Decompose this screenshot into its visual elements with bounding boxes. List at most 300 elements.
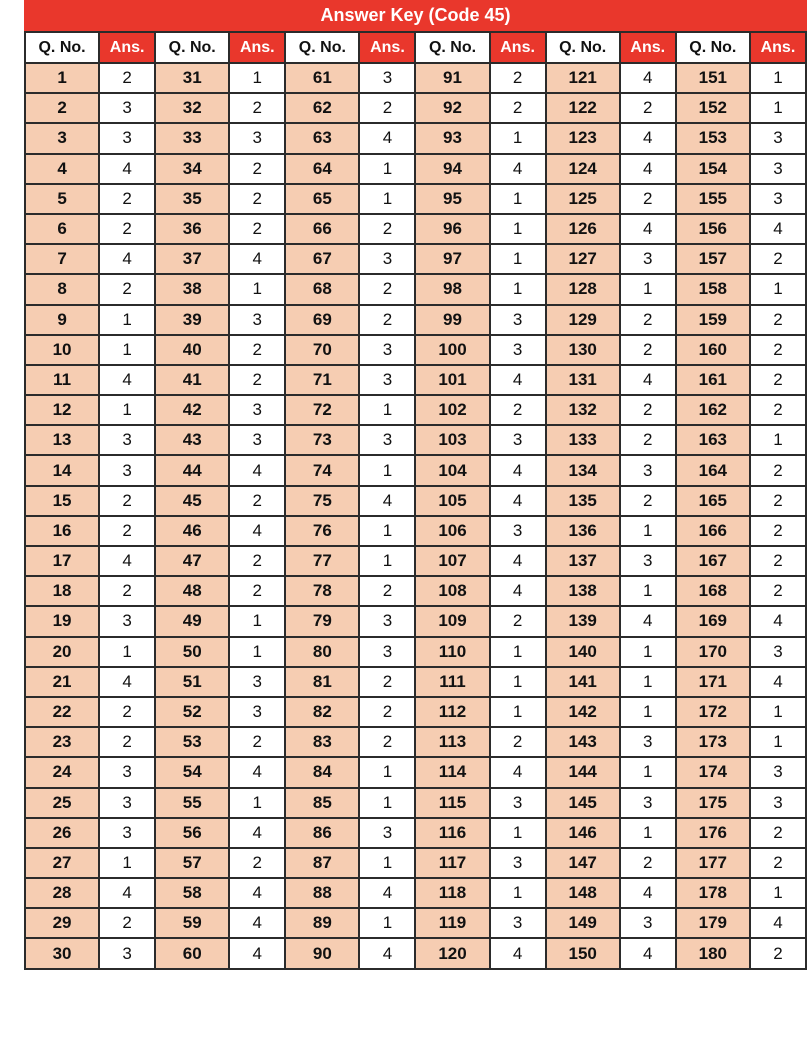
answer-value: 1	[359, 908, 415, 938]
answer-value: 1	[620, 697, 676, 727]
question-number: 91	[415, 63, 489, 93]
question-number: 97	[415, 244, 489, 274]
question-number: 128	[546, 274, 620, 304]
answer-value: 4	[620, 154, 676, 184]
answer-value: 1	[750, 878, 806, 908]
question-number: 101	[415, 365, 489, 395]
question-number: 161	[676, 365, 750, 395]
answer-value: 3	[490, 516, 546, 546]
question-number: 135	[546, 486, 620, 516]
answer-value: 1	[620, 576, 676, 606]
question-number: 160	[676, 335, 750, 365]
question-number: 2	[25, 93, 99, 123]
question-number: 171	[676, 667, 750, 697]
qno-header: Q. No.	[285, 32, 359, 63]
question-number: 108	[415, 576, 489, 606]
table-row	[25, 757, 806, 787]
answer-value: 3	[359, 425, 415, 455]
question-number: 170	[676, 637, 750, 667]
question-number: 131	[546, 365, 620, 395]
question-number: 118	[415, 878, 489, 908]
answer-value: 4	[99, 365, 155, 395]
answer-value: 1	[620, 818, 676, 848]
header-row	[25, 32, 806, 63]
question-number: 122	[546, 93, 620, 123]
answer-value: 2	[750, 576, 806, 606]
answer-value: 2	[99, 727, 155, 757]
qno-header: Q. No.	[415, 32, 489, 63]
answer-value: 3	[99, 757, 155, 787]
table-row	[25, 425, 806, 455]
answer-value: 1	[490, 274, 546, 304]
answer-value: 4	[490, 365, 546, 395]
answer-rows	[25, 63, 806, 969]
answer-value: 4	[750, 667, 806, 697]
question-number: 163	[676, 425, 750, 455]
ans-header: Ans.	[99, 32, 155, 63]
question-number: 99	[415, 305, 489, 335]
answer-value: 1	[490, 123, 546, 153]
question-number: 110	[415, 637, 489, 667]
answer-value: 2	[99, 697, 155, 727]
question-number: 133	[546, 425, 620, 455]
answer-value: 4	[229, 908, 285, 938]
answer-value: 1	[359, 757, 415, 787]
question-number: 100	[415, 335, 489, 365]
table-row	[25, 305, 806, 335]
answer-value: 1	[490, 184, 546, 214]
table-row	[25, 244, 806, 274]
question-number: 86	[285, 818, 359, 848]
answer-value: 4	[359, 878, 415, 908]
question-number: 76	[285, 516, 359, 546]
answer-value: 4	[490, 546, 546, 576]
answer-value: 4	[490, 757, 546, 787]
answer-value: 4	[99, 154, 155, 184]
answer-value: 3	[750, 154, 806, 184]
answer-value: 2	[229, 184, 285, 214]
qno-header: Q. No.	[155, 32, 229, 63]
answer-key-title: Answer Key (Code 45)	[24, 0, 807, 31]
question-number: 103	[415, 425, 489, 455]
question-number: 41	[155, 365, 229, 395]
question-number: 30	[25, 938, 99, 968]
answer-value: 4	[359, 123, 415, 153]
answer-key-table	[24, 31, 807, 970]
answer-value: 3	[229, 667, 285, 697]
table-row	[25, 274, 806, 304]
qno-header: Q. No.	[25, 32, 99, 63]
question-number: 85	[285, 788, 359, 818]
answer-value: 4	[620, 878, 676, 908]
question-number: 7	[25, 244, 99, 274]
answer-value: 3	[359, 63, 415, 93]
question-number: 38	[155, 274, 229, 304]
answer-value: 2	[750, 516, 806, 546]
answer-value: 1	[620, 637, 676, 667]
answer-value: 4	[359, 938, 415, 968]
answer-value: 4	[229, 878, 285, 908]
question-number: 28	[25, 878, 99, 908]
table-row	[25, 576, 806, 606]
question-number: 75	[285, 486, 359, 516]
answer-value: 3	[99, 455, 155, 485]
question-number: 102	[415, 395, 489, 425]
answer-value: 4	[620, 938, 676, 968]
answer-value: 3	[490, 335, 546, 365]
question-number: 149	[546, 908, 620, 938]
question-number: 136	[546, 516, 620, 546]
answer-value: 3	[750, 184, 806, 214]
question-number: 78	[285, 576, 359, 606]
answer-value: 3	[750, 788, 806, 818]
answer-value: 4	[620, 606, 676, 636]
question-number: 25	[25, 788, 99, 818]
table-row	[25, 667, 806, 697]
answer-value: 3	[99, 93, 155, 123]
question-number: 104	[415, 455, 489, 485]
ans-header: Ans.	[490, 32, 546, 63]
answer-value: 3	[359, 637, 415, 667]
answer-value: 1	[229, 606, 285, 636]
question-number: 56	[155, 818, 229, 848]
answer-value: 4	[750, 908, 806, 938]
question-number: 134	[546, 455, 620, 485]
qno-header: Q. No.	[546, 32, 620, 63]
answer-value: 1	[99, 848, 155, 878]
answer-value: 1	[99, 305, 155, 335]
qno-header: Q. No.	[676, 32, 750, 63]
answer-value: 3	[620, 244, 676, 274]
question-number: 107	[415, 546, 489, 576]
question-number: 12	[25, 395, 99, 425]
question-number: 61	[285, 63, 359, 93]
table-row	[25, 154, 806, 184]
question-number: 126	[546, 214, 620, 244]
answer-value: 3	[359, 818, 415, 848]
question-number: 33	[155, 123, 229, 153]
table-row	[25, 697, 806, 727]
question-number: 84	[285, 757, 359, 787]
question-number: 106	[415, 516, 489, 546]
answer-value: 2	[359, 576, 415, 606]
answer-value: 1	[99, 335, 155, 365]
answer-value: 3	[229, 305, 285, 335]
question-number: 66	[285, 214, 359, 244]
question-number: 174	[676, 757, 750, 787]
answer-value: 2	[750, 244, 806, 274]
answer-value: 1	[750, 425, 806, 455]
answer-value: 3	[490, 788, 546, 818]
answer-value: 4	[229, 938, 285, 968]
question-number: 77	[285, 546, 359, 576]
question-number: 144	[546, 757, 620, 787]
question-number: 120	[415, 938, 489, 968]
question-number: 4	[25, 154, 99, 184]
question-number: 82	[285, 697, 359, 727]
table-row	[25, 516, 806, 546]
question-number: 52	[155, 697, 229, 727]
answer-value: 1	[750, 93, 806, 123]
answer-value: 2	[490, 606, 546, 636]
ans-header: Ans.	[359, 32, 415, 63]
answer-value: 2	[620, 395, 676, 425]
question-number: 125	[546, 184, 620, 214]
answer-value: 2	[99, 63, 155, 93]
table-row	[25, 395, 806, 425]
question-number: 146	[546, 818, 620, 848]
table-row	[25, 214, 806, 244]
answer-value: 2	[620, 425, 676, 455]
table-row	[25, 878, 806, 908]
answer-value: 2	[620, 305, 676, 335]
answer-value: 4	[620, 365, 676, 395]
answer-value: 3	[359, 365, 415, 395]
answer-value: 2	[359, 274, 415, 304]
answer-value: 4	[229, 455, 285, 485]
question-number: 179	[676, 908, 750, 938]
question-number: 95	[415, 184, 489, 214]
answer-value: 2	[99, 516, 155, 546]
answer-value: 2	[490, 93, 546, 123]
answer-value: 1	[99, 637, 155, 667]
answer-value: 1	[359, 455, 415, 485]
answer-value: 2	[620, 848, 676, 878]
question-number: 154	[676, 154, 750, 184]
question-number: 16	[25, 516, 99, 546]
question-number: 124	[546, 154, 620, 184]
answer-value: 2	[99, 214, 155, 244]
question-number: 37	[155, 244, 229, 274]
answer-value: 2	[750, 455, 806, 485]
question-number: 166	[676, 516, 750, 546]
question-number: 35	[155, 184, 229, 214]
answer-value: 3	[99, 818, 155, 848]
question-number: 98	[415, 274, 489, 304]
question-number: 34	[155, 154, 229, 184]
answer-value: 3	[99, 425, 155, 455]
answer-value: 2	[750, 395, 806, 425]
question-number: 47	[155, 546, 229, 576]
question-number: 127	[546, 244, 620, 274]
question-number: 177	[676, 848, 750, 878]
answer-value: 4	[229, 244, 285, 274]
answer-value: 1	[229, 274, 285, 304]
answer-value: 2	[750, 848, 806, 878]
question-number: 1	[25, 63, 99, 93]
answer-value: 3	[620, 788, 676, 818]
question-number: 48	[155, 576, 229, 606]
answer-value: 3	[359, 244, 415, 274]
question-number: 145	[546, 788, 620, 818]
answer-value: 1	[229, 788, 285, 818]
question-number: 156	[676, 214, 750, 244]
table-row	[25, 546, 806, 576]
answer-value: 2	[229, 486, 285, 516]
question-number: 132	[546, 395, 620, 425]
answer-value: 1	[359, 788, 415, 818]
answer-value: 2	[229, 546, 285, 576]
answer-value: 4	[750, 214, 806, 244]
question-number: 68	[285, 274, 359, 304]
question-number: 150	[546, 938, 620, 968]
answer-key-sheet	[24, 0, 807, 1035]
answer-value: 4	[490, 486, 546, 516]
question-number: 21	[25, 667, 99, 697]
table-row	[25, 938, 806, 968]
question-number: 92	[415, 93, 489, 123]
question-number: 89	[285, 908, 359, 938]
answer-value: 3	[620, 908, 676, 938]
question-number: 73	[285, 425, 359, 455]
answer-value: 2	[229, 848, 285, 878]
answer-value: 4	[620, 214, 676, 244]
question-number: 96	[415, 214, 489, 244]
question-number: 59	[155, 908, 229, 938]
table-row	[25, 788, 806, 818]
table-row	[25, 637, 806, 667]
question-number: 40	[155, 335, 229, 365]
question-number: 109	[415, 606, 489, 636]
question-number: 117	[415, 848, 489, 878]
answer-value: 2	[750, 546, 806, 576]
question-number: 13	[25, 425, 99, 455]
answer-value: 2	[99, 184, 155, 214]
question-number: 27	[25, 848, 99, 878]
answer-value: 3	[229, 425, 285, 455]
answer-value: 1	[359, 395, 415, 425]
answer-value: 3	[229, 123, 285, 153]
question-number: 43	[155, 425, 229, 455]
question-number: 45	[155, 486, 229, 516]
answer-value: 2	[750, 365, 806, 395]
question-number: 157	[676, 244, 750, 274]
answer-value: 3	[750, 757, 806, 787]
table-row	[25, 123, 806, 153]
answer-value: 2	[750, 818, 806, 848]
question-number: 65	[285, 184, 359, 214]
answer-value: 4	[490, 455, 546, 485]
answer-value: 2	[99, 908, 155, 938]
answer-value: 2	[750, 938, 806, 968]
answer-value: 1	[99, 395, 155, 425]
answer-value: 3	[490, 425, 546, 455]
answer-value: 2	[99, 274, 155, 304]
answer-value: 1	[490, 818, 546, 848]
answer-value: 1	[490, 697, 546, 727]
table-row	[25, 908, 806, 938]
question-number: 168	[676, 576, 750, 606]
question-number: 153	[676, 123, 750, 153]
question-number: 26	[25, 818, 99, 848]
answer-value: 2	[99, 576, 155, 606]
question-number: 93	[415, 123, 489, 153]
answer-value: 2	[490, 395, 546, 425]
question-number: 79	[285, 606, 359, 636]
answer-value: 4	[490, 938, 546, 968]
answer-value: 3	[620, 546, 676, 576]
answer-value: 1	[620, 757, 676, 787]
answer-value: 2	[620, 335, 676, 365]
answer-value: 2	[229, 335, 285, 365]
question-number: 155	[676, 184, 750, 214]
answer-value: 1	[359, 848, 415, 878]
answer-value: 3	[750, 123, 806, 153]
question-number: 18	[25, 576, 99, 606]
answer-value: 1	[359, 516, 415, 546]
question-number: 24	[25, 757, 99, 787]
answer-value: 4	[490, 576, 546, 606]
question-number: 169	[676, 606, 750, 636]
question-number: 81	[285, 667, 359, 697]
question-number: 55	[155, 788, 229, 818]
answer-value: 3	[359, 606, 415, 636]
answer-value: 3	[490, 848, 546, 878]
question-number: 130	[546, 335, 620, 365]
answer-value: 2	[359, 214, 415, 244]
answer-value: 4	[229, 757, 285, 787]
answer-value: 2	[359, 727, 415, 757]
answer-value: 2	[490, 727, 546, 757]
question-number: 70	[285, 335, 359, 365]
answer-value: 1	[229, 637, 285, 667]
answer-value: 2	[229, 214, 285, 244]
question-number: 46	[155, 516, 229, 546]
answer-value: 2	[750, 486, 806, 516]
table-row	[25, 93, 806, 123]
question-number: 159	[676, 305, 750, 335]
question-number: 11	[25, 365, 99, 395]
question-number: 175	[676, 788, 750, 818]
answer-value: 3	[99, 788, 155, 818]
answer-value: 4	[359, 486, 415, 516]
table-row	[25, 184, 806, 214]
answer-value: 4	[229, 818, 285, 848]
answer-value: 4	[99, 244, 155, 274]
question-number: 3	[25, 123, 99, 153]
answer-value: 1	[620, 667, 676, 697]
answer-value: 3	[359, 335, 415, 365]
answer-value: 2	[359, 93, 415, 123]
question-number: 137	[546, 546, 620, 576]
question-number: 173	[676, 727, 750, 757]
question-number: 62	[285, 93, 359, 123]
table-row	[25, 365, 806, 395]
table-row	[25, 727, 806, 757]
question-number: 114	[415, 757, 489, 787]
question-number: 87	[285, 848, 359, 878]
question-number: 90	[285, 938, 359, 968]
question-number: 20	[25, 637, 99, 667]
answer-value: 3	[620, 455, 676, 485]
question-number: 164	[676, 455, 750, 485]
question-number: 112	[415, 697, 489, 727]
question-number: 162	[676, 395, 750, 425]
question-number: 51	[155, 667, 229, 697]
question-number: 148	[546, 878, 620, 908]
question-number: 142	[546, 697, 620, 727]
question-number: 116	[415, 818, 489, 848]
table-row	[25, 335, 806, 365]
question-number: 141	[546, 667, 620, 697]
question-number: 115	[415, 788, 489, 818]
question-number: 165	[676, 486, 750, 516]
question-number: 80	[285, 637, 359, 667]
question-number: 123	[546, 123, 620, 153]
answer-value: 2	[99, 486, 155, 516]
question-number: 167	[676, 546, 750, 576]
question-number: 105	[415, 486, 489, 516]
